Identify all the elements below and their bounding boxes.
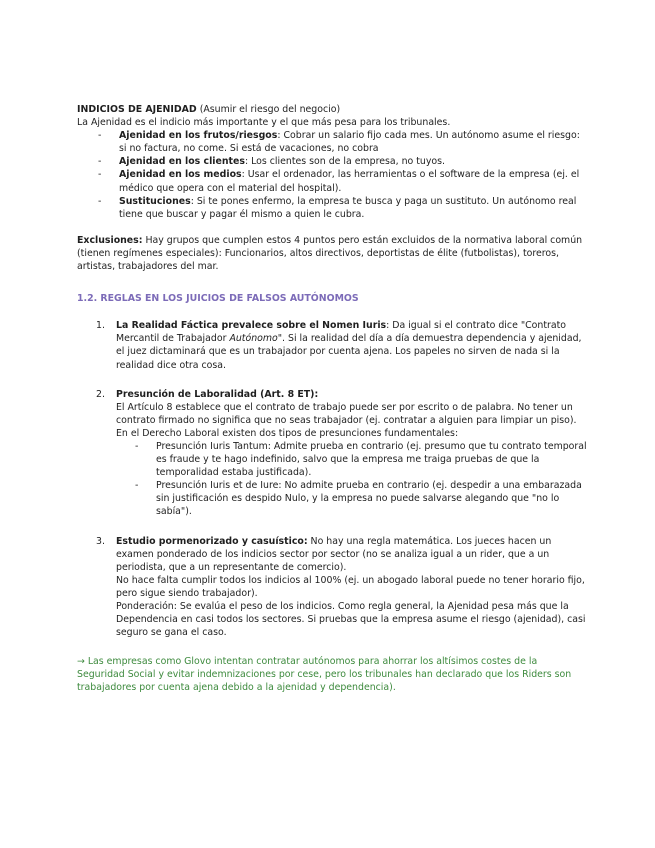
item-term: Ajenidad en los medios [119, 169, 242, 181]
rule-1-italic: Autónomo [229, 333, 278, 345]
dash-bullet: - [98, 195, 102, 207]
list-item [98, 155, 587, 168]
item-text: : Cobrar un salario fijo cada mes. Un autónomo asume el riesgo: si no factura, no come. Si está de vacaciones, no cobra [119, 130, 580, 155]
rule-3-text [116, 535, 587, 574]
dash-bullet: - [135, 440, 139, 452]
list-item [98, 129, 587, 155]
document-page [77, 103, 587, 695]
item-number: 3. [96, 535, 105, 547]
rule-3-para3: Ponderación: Se evalúa el peso de los indicios. Como regla general, la Ajenidad pesa más que la Dependencia en casi todos los sectores. Si pruebas que la empresa asume el riesgo (ajenidad), casi seguro se gana el caso. [116, 601, 586, 639]
ajenidad-list [77, 129, 587, 221]
ajenidad-title: INDICIOS DE AJENIDAD [77, 104, 197, 115]
item-text: : Si te pones enfermo, la empresa te busca y paga un sustituto. Un autónomo real tiene que buscar y pagar él mismo a quien le cubra. [119, 195, 577, 220]
rule-item-2 [77, 388, 587, 519]
subitem-text: Presunción Iuris Tantum: Admite prueba en contrario (ej. presumo que tu contrato temporal es fraude y te hago indefinido, salvo que la empresa me traiga pruebas de que la temporalidad estaba justificada). [156, 440, 587, 479]
subitem-text: Presunción Iuris et de Iure: No admite prueba en contrario (ej. despedir a una embarazada sin justificación es despido Nulo, y la empresa no puede salvarse alegando que "no lo sabía"). [156, 480, 582, 518]
dash-bullet: - [135, 480, 139, 492]
rule-3-para2: No hace falta cumplir todos los indicios al 100% (ej. un abogado laboral puede no tener horario fijo, pero sigue siendo trabajador). [116, 574, 585, 599]
exclusiones-text: Hay grupos que cumplen estos 4 puntos pero están excluidos de la normativa laboral común (tienen regímenes especiales): Funcionarios, altos directivos, deportistas de élite (futbolistas), toreros, artistas, trabajadores del mar. [77, 234, 583, 273]
rule-3-text-body: No hay una regla matemática. Los jueces hacen un examen ponderado de los indicios sector por sector (no se analiza igual a un rider, que a un periodista, que a un representante de comercio). [116, 535, 552, 573]
list-item [135, 440, 587, 479]
item-number: 2. [96, 388, 105, 400]
presunciones-list [116, 440, 587, 519]
exclusiones-paragraph [77, 234, 587, 273]
list-item [135, 479, 587, 518]
rule-1-text-a: : Da igual si el contrato dice "Contrato Mercantil de Trabajador [116, 320, 567, 345]
rule-3-term: Estudio pormenorizado y casuístico: [116, 535, 308, 547]
rule-1-text [116, 319, 587, 371]
item-term: Ajenidad en los frutos/riesgos [119, 130, 278, 142]
ajenidad-title-line [77, 103, 587, 116]
list-item [98, 195, 587, 221]
section-heading: 1.2. REGLAS EN LOS JUICIOS DE FALSOS AUTÓNOMOS [77, 293, 359, 305]
glovo-note: → Las empresas como Glovo intentan contratar autónomos para ahorrar los altísimos costes de la Seguridad Social y evitar indemnizaciones por cese, pero los tribunales han declarado que los Riders son trabajadores por cuenta ajena debido a la ajenidad y dependencia). [77, 656, 572, 694]
dash-bullet: - [98, 156, 102, 168]
rule-2-para2: En el Derecho Laboral existen dos tipos de presunciones fundamentales: [116, 427, 459, 439]
rule-1-text-b: ". Si la realidad del día a día demuestra dependencia y ajenidad, el juez dictaminará que es un trabajador por cuenta ajena. Los papeles no sirven de nada si la realidad dice otra cosa. [116, 333, 582, 371]
dash-bullet: - [98, 169, 102, 181]
item-text: : Los clientes son de la empresa, no tuyos. [244, 156, 445, 168]
rule-2-para1: El Artículo 8 establece que el contrato de trabajo puede ser por escrito o de palabra. No tener un contrato firmado no significa que no seas trabajador (ej. contratar a alguien para limpiar un piso). [116, 401, 577, 426]
item-text: : Usar el ordenador, las herramientas o el software de la empresa (ej. el médico que opera con el material del hospital). [119, 169, 580, 194]
ajenidad-title-note: (Asumir el riesgo del negocio) [196, 104, 341, 115]
item-term: Ajenidad en los clientes [119, 156, 245, 168]
rule-2-term: Presunción de Laboralidad (Art. 8 ET): [116, 388, 319, 400]
rule-1-term: La Realidad Fáctica prevalece sobre el Nomen Iuris [116, 320, 387, 332]
rule-item-1 [77, 319, 587, 371]
ajenidad-intro: La Ajenidad es el indicio más importante y el que más pesa para los tribunales. [77, 117, 451, 129]
list-item [98, 168, 587, 194]
item-number: 1. [96, 320, 105, 332]
item-term: Sustituciones [119, 195, 191, 207]
dash-bullet: - [98, 130, 102, 142]
rule-2-term-line [116, 388, 587, 401]
rule-item-3 [77, 535, 587, 640]
exclusiones-term: Exclusiones: [77, 234, 143, 246]
